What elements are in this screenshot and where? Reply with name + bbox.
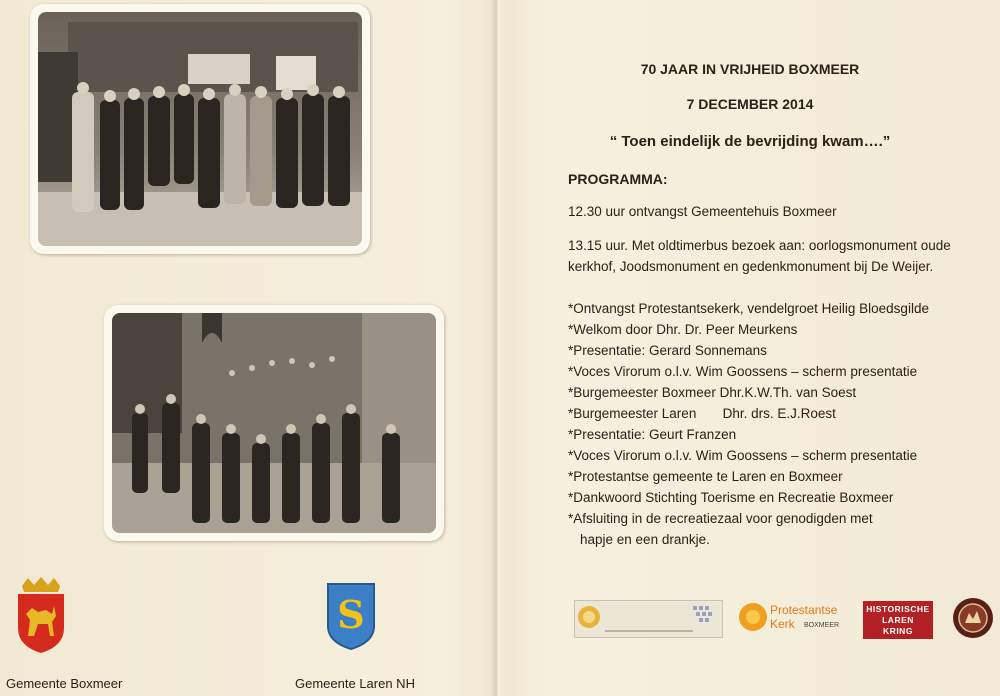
group-portrait-image xyxy=(38,12,362,246)
ruins-crowd-image xyxy=(112,313,436,533)
event-quote: “ Toen eindelijk de bevrijding kwam….” xyxy=(609,133,891,150)
historische-kring-logo xyxy=(863,601,933,639)
boxmeer-caption: Gemeente Boxmeer xyxy=(6,676,123,691)
ruins-crowd-photo xyxy=(104,305,444,541)
programma-heading: PROGRAMMA: xyxy=(568,171,668,187)
program-line: *Dankwoord Stichting Toerisme en Recreatie Boxmeer xyxy=(568,490,894,505)
program-line: *Burgemeester Laren Dhr. drs. E.J.Roest xyxy=(568,406,836,421)
hlk-line3: KRING xyxy=(883,626,913,636)
program-line: *Presentatie: Geurt Franzen xyxy=(568,427,737,442)
protestantse-kerk-logo xyxy=(738,600,848,636)
s-shield-icon xyxy=(326,582,376,650)
event-date: 7 DECEMBER 2014 xyxy=(686,96,814,112)
program-line: *Protestantse gemeente te Laren en Boxmeer xyxy=(568,469,843,484)
program-line: *Voces Virorum o.l.v. Wim Goossens – scherm presentatie xyxy=(568,364,918,379)
laren-caption: Gemeente Laren NH xyxy=(295,676,415,691)
hlk-line1: HISTORISCHE xyxy=(866,604,930,614)
program-panel xyxy=(510,0,990,696)
group-portrait-photo xyxy=(30,4,370,254)
fold-crease xyxy=(490,0,504,696)
pk-kerk: Kerk xyxy=(770,617,795,631)
svg-text:S: S xyxy=(337,592,365,637)
event-title: 70 JAAR IN VRIJHEID BOXMEER xyxy=(640,61,860,77)
pk-boxmeer: BOXMEER xyxy=(804,622,840,629)
program-line: *Presentatie: Gerard Sonnemans xyxy=(568,343,767,358)
stichting-logo xyxy=(574,600,723,638)
program-line: *Ontvangst Protestantsekerk, vendelgroet Heilig Bloedsgilde xyxy=(568,301,929,316)
program-line: 12.30 uur ontvangst Gemeentehuis Boxmeer xyxy=(568,204,837,219)
program-line: kerkhof, Joodsmonument en gedenkmonument bij De Weijer. xyxy=(568,259,934,274)
program-line: hapje en een drankje. xyxy=(580,532,710,547)
program-line: *Voces Virorum o.l.v. Wim Goossens – scherm presentatie xyxy=(568,448,918,463)
lion-crest-icon xyxy=(14,576,68,654)
program-line: 13.15 uur. Met oldtimerbus bezoek aan: oorlogsmonument oude xyxy=(568,238,951,253)
pk-name: Protestantse xyxy=(770,603,838,617)
sun-icon xyxy=(738,602,768,632)
hlk-line2: LAREN xyxy=(882,615,914,625)
program-line: *Welkom door Dhr. Dr. Peer Meurkens xyxy=(568,322,798,337)
program-line: *Afsluiting in de recreatiezaal voor genodigden met xyxy=(568,511,873,526)
program-line: *Burgemeester Boxmeer Dhr.K.W.Th. van Soest xyxy=(568,385,857,400)
seal-icon xyxy=(952,597,994,639)
